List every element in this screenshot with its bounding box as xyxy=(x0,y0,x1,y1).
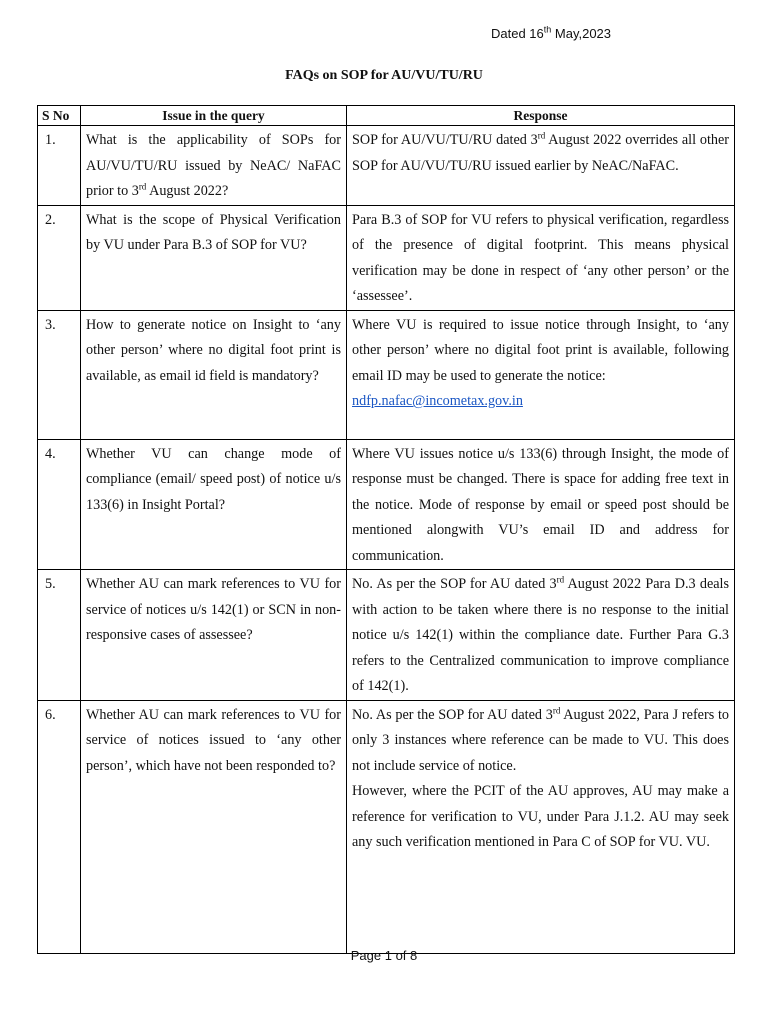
header-issue: Issue in the query xyxy=(81,106,347,126)
row-issue: What is the scope of Physical Verification by VU under Para B.3 of SOP for VU? xyxy=(81,205,347,310)
table-row xyxy=(38,126,735,206)
row-response: SOP for AU/VU/TU/RU dated 3rd August 2022 overrides all other SOP for AU/VU/TU/RU issued earlier by NeAC/NaFAC. xyxy=(347,126,735,206)
email-link[interactable]: ndfp.nafac@incometax.gov.in xyxy=(352,393,523,409)
table-row xyxy=(38,205,735,310)
row-number: 4. xyxy=(38,439,81,570)
row-response: No. As per the SOP for AU dated 3rd August 2022 Para D.3 deals with action to be taken where there is no response to the initial notice u/s 142(1) within the compliance date. Further Para G.3 refers to the Centralized communication to improve compliance of 142(1). xyxy=(347,570,735,701)
table-row xyxy=(38,700,735,953)
row-number: 1. xyxy=(38,126,81,206)
row-response: Para B.3 of SOP for VU refers to physical verification, regardless of the presence of digital footprint. This means physical verification may be done in respect of ‘any other person’ or the ‘assessee’. xyxy=(347,205,735,310)
row-issue: How to generate notice on Insight to ‘any other person’ where no digital foot print is available, as email id field is mandatory? xyxy=(81,310,347,439)
row-issue: Whether AU can mark references to VU for service of notices u/s 142(1) or SCN in non-responsive cases of assessee? xyxy=(81,570,347,701)
header-sno: S No xyxy=(38,106,81,126)
row-issue: What is the applicability of SOPs for AU/VU/TU/RU issued by NeAC/ NaFAC prior to 3rd August 2022? xyxy=(81,126,347,206)
row-issue: Whether VU can change mode of compliance (email/ speed post) of notice u/s 133(6) in Insight Portal? xyxy=(81,439,347,570)
document-title: FAQs on SOP for AU/VU/TU/RU xyxy=(285,68,483,83)
page-number: Page 1 of 8 xyxy=(350,948,418,963)
table-row xyxy=(38,439,735,570)
row-number: 6. xyxy=(38,700,81,953)
table-row xyxy=(38,570,735,701)
row-issue: Whether AU can mark references to VU for service of notices issued to ‘any other person’, which have not been responded to? xyxy=(81,700,347,953)
row-number: 5. xyxy=(38,570,81,701)
faq-table xyxy=(37,105,735,954)
row-number: 2. xyxy=(38,205,81,310)
row-response: Where VU issues notice u/s 133(6) through Insight, the mode of response must be changed. There is space for adding free text in the notice. Mode of response by email or speed post should be mentioned alongwith VU’s email ID and address for communication. xyxy=(347,439,735,570)
table-row xyxy=(38,310,735,439)
row-number: 3. xyxy=(38,310,81,439)
document-date: Dated 16th May,2023 xyxy=(491,24,612,41)
header-response: Response xyxy=(347,106,735,126)
table-header-row xyxy=(38,106,735,126)
row-response: No. As per the SOP for AU dated 3rd August 2022, Para J refers to only 3 instances where reference can be made to VU. This does not include service of notice. However, where the PCIT of the AU approves, AU may make a reference for verification to VU, under Para J.1.2. AU may seek any such verification mentioned in Para C of SOP for VU. VU. xyxy=(347,700,735,953)
row-response: Where VU is required to issue notice through Insight, to ‘any other person’ where no digital foot print is available, following email ID may be used to generate the notice: ndfp.nafac@incometax.gov.in xyxy=(347,310,735,439)
